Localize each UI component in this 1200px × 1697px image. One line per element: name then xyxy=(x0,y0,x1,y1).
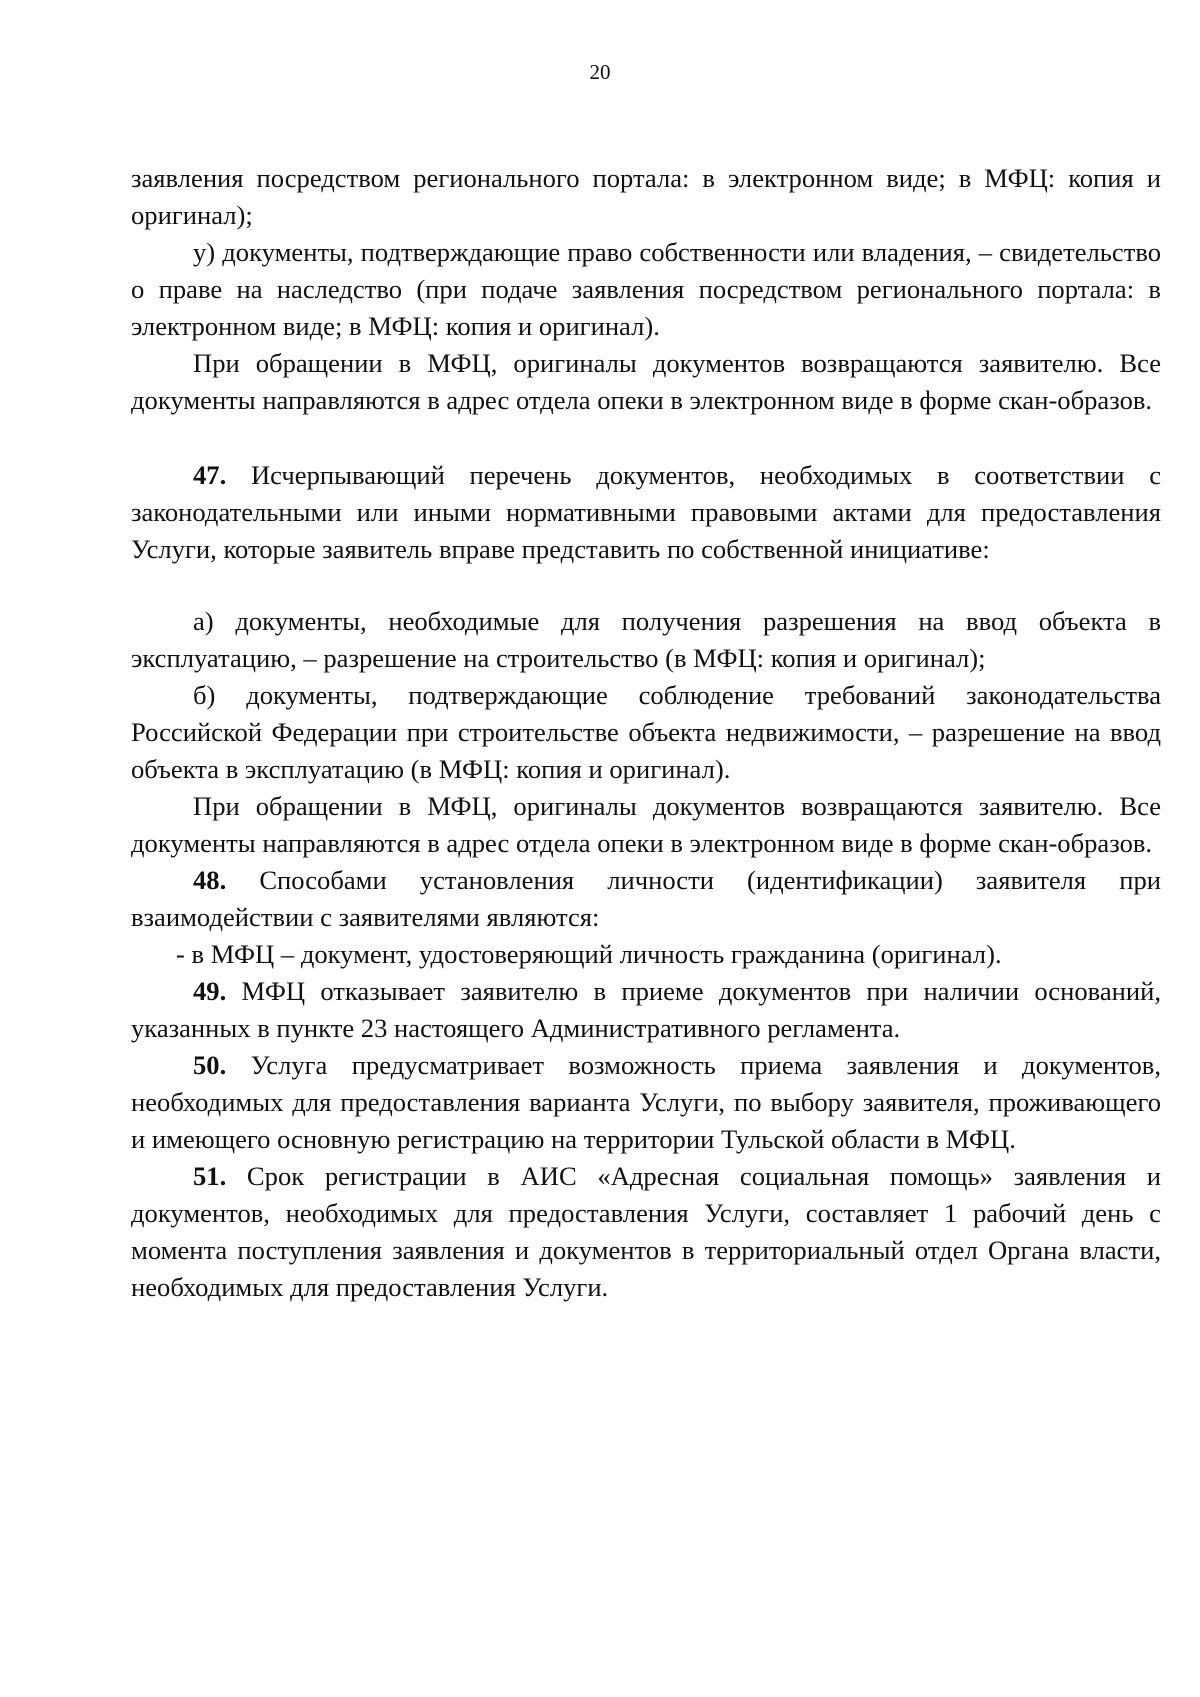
spacer xyxy=(131,568,1161,603)
paragraph-number-50: 50. xyxy=(193,1050,227,1080)
paragraph-item-u: у) документы, подтверждающие право собственности или владения, – свидетельство о праве на наследство (при подаче заявления посредством регионального портала: в электронном виде; в МФЦ: копия и оригинал). xyxy=(131,237,1161,341)
paragraph-47 xyxy=(131,457,1161,568)
paragraph-48 xyxy=(131,862,1161,936)
paragraph-mfc-note-2: При обращении в МФЦ, оригиналы документов возвращаются заявителю. Все документы направляются в адрес отдела опеки в электронном виде в форме скан-образов. xyxy=(131,791,1161,858)
paragraph-51 xyxy=(131,1158,1161,1306)
paragraph-47-text: Исчерпывающий перечень документов, необходимых в соответствии с законодательными или иными нормативными правовыми актами для предоставления Услуги, которые заявитель вправе представить по собственной инициативе: xyxy=(131,460,1161,564)
paragraph-item-a: а) документы, необходимые для получения разрешения на ввод объекта в эксплуатацию, – разрешение на строительство (в МФЦ: копия и оригинал); xyxy=(131,606,1161,673)
paragraph-48-item: - в МФЦ – документ, удостоверяющий личность гражданина (оригинал). xyxy=(176,939,1002,969)
paragraph-item-b: б) документы, подтверждающие соблюдение требований законодательства Российской Федерации при строительстве объекта недвижимости, – разрешение на ввод объекта в эксплуатацию (в МФЦ: копия и оригинал). xyxy=(131,680,1161,784)
page-number: 20 xyxy=(589,60,611,84)
spacer xyxy=(131,419,1161,457)
paragraph-51-text: Срок регистрации в АИС «Адресная социальная помощь» заявления и документов, необходимых для предоставления Услуги, составляет 1 рабочий день с момента поступления заявления и документов в территориальный отдел Органа власти, необходимых для предоставления Услуги. xyxy=(131,1161,1161,1302)
paragraph-number-51: 51. xyxy=(193,1161,227,1191)
paragraph-48-text: Способами установления личности (идентификации) заявителя при взаимодействии с заявителями являются: xyxy=(131,865,1161,932)
paragraph-number-49: 49. xyxy=(193,976,227,1006)
paragraph-number-47: 47. xyxy=(193,460,227,490)
paragraph-50-text: Услуга предусматривает возможность приема заявления и документов, необходимых для предоставления варианта Услуги, по выбору заявителя, проживающего и имеющего основную регистрацию на территории Тульской области в МФЦ. xyxy=(131,1050,1161,1154)
paragraph-50 xyxy=(131,1047,1161,1158)
document-body xyxy=(131,160,1161,1306)
paragraph-49 xyxy=(131,973,1161,1047)
paragraph-continuation: заявления посредством регионального портала: в электронном виде; в МФЦ: копия и оригинал); xyxy=(131,163,1161,230)
paragraph-number-48: 48. xyxy=(193,865,227,895)
paragraph-49-text: МФЦ отказывает заявителю в приеме документов при наличии оснований, указанных в пункте 23 настоящего Административного регламента. xyxy=(131,976,1161,1043)
paragraph-mfc-note-1: При обращении в МФЦ, оригиналы документов возвращаются заявителю. Все документы направляются в адрес отдела опеки в электронном виде в форме скан-образов. xyxy=(131,348,1161,415)
